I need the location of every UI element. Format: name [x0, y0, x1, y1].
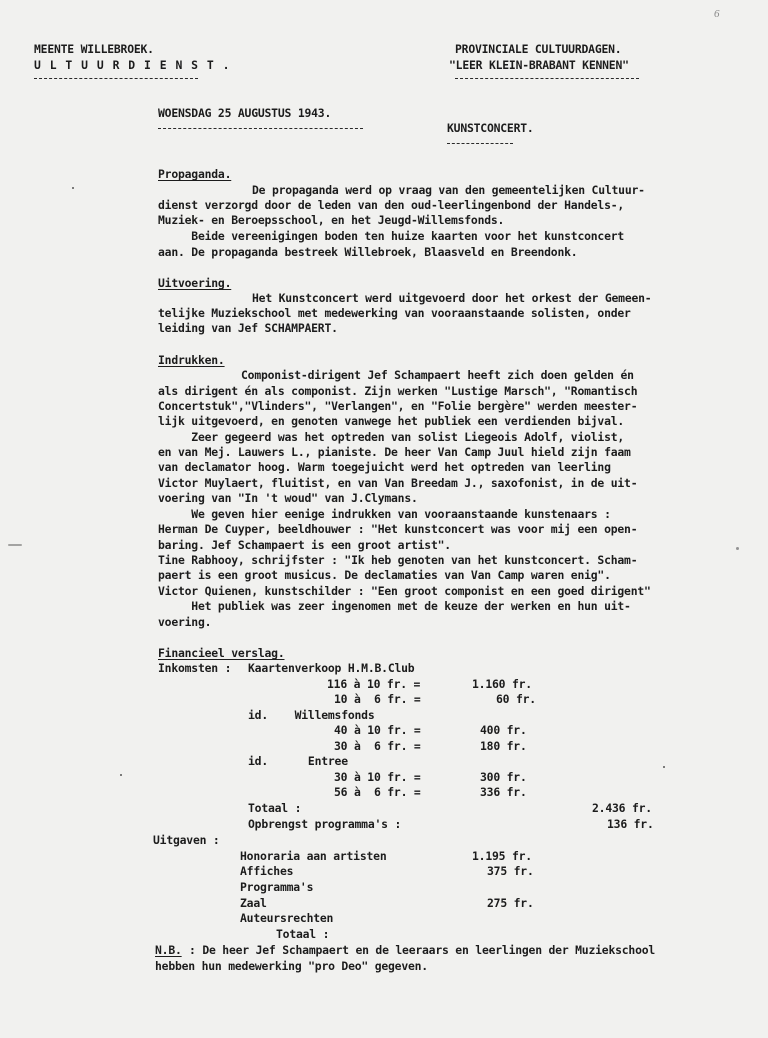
propaganda-line: Muziek- en Beroepsschool, en het Jeugd-Willemsfonds. [158, 213, 505, 227]
indrukken-line: Victor Muylaert, fluitist, en van Van Breedam J., saxofonist, in de uit- [158, 476, 638, 490]
scan-speck [72, 187, 74, 189]
scan-speck [663, 766, 665, 768]
income-amount: 1.160 fr. [472, 677, 532, 691]
indrukken-line: Concertstuk","Vlinders", "Verlangen", en "Folie bergère" werden meester- [158, 399, 638, 413]
income-group-label: id. Willemsfonds [248, 708, 375, 722]
income-calc: 30 à 6 fr. = [334, 739, 421, 753]
expense-amount: 275 fr. [487, 896, 534, 910]
indrukken-heading: Indrukken. [158, 353, 225, 367]
uitvoering-line: telijke Muziekschool met medewerking van vooraanstaande solisten, onder [158, 306, 631, 320]
income-total-value: 2.436 fr. [592, 801, 652, 815]
expenses-total-label: Totaal : [276, 927, 330, 941]
income-calc: 56 à 6 fr. = [334, 785, 421, 799]
income-amount: 400 fr. [480, 723, 527, 737]
income-total-label: Totaal : [248, 801, 302, 815]
date-line: WOENSDAG 25 AUGUSTUS 1943. [158, 106, 332, 120]
header-left-line2: U L T U U R D I E N S T . [34, 58, 231, 72]
indrukken-line: baring. Jef Schampaert is een groot artist". [158, 538, 451, 552]
header-right-rule [455, 78, 639, 79]
indrukken-line: lijk uitgevoerd, en genoten vanwege het publiek een verdienden bijval. [158, 414, 625, 428]
propaganda-heading: Propaganda. [158, 167, 232, 181]
expenses-label: Uitgaven : [153, 833, 220, 847]
note-line2: hebben hun medewerking "pro Deo" gegeven. [155, 959, 428, 973]
note-label: N.B. [155, 943, 182, 957]
header-right-line1: PROVINCIALE CULTUURDAGEN. [455, 42, 622, 56]
uitvoering-heading: Uitvoering. [158, 276, 232, 290]
uitvoering-line: Het Kunstconcert werd uitgevoerd door het orkest der Gemeen- [252, 291, 652, 305]
indrukken-line: Herman De Cuyper, beeldhouwer : "Het kunstconcert was voor mij een open- [158, 522, 638, 536]
income-group-label: Kaartenverkoop H.M.B.Club [248, 661, 415, 675]
income-calc: 30 à 10 fr. = [334, 770, 421, 784]
scan-speck [736, 547, 739, 550]
indrukken-line: paert is een groot musicus. De declamaties van Van Camp waren enig". [158, 568, 611, 582]
header-left-line1: MEENTE WILLEBROEK. [34, 42, 154, 56]
note-line1: : De heer Jef Schampaert en de leeraars en leerlingen der Muziekschool [189, 943, 656, 957]
scan-speck [8, 544, 22, 546]
indrukken-line: als dirigent én als componist. Zijn werken "Lustige Marsch", "Romantisch [158, 384, 638, 398]
indrukken-line: We geven hier eenige indrukken van vooraanstaande kunstenaars : [158, 507, 611, 521]
income-amount: 300 fr. [480, 770, 527, 784]
expense-amount: 1.195 fr. [472, 849, 532, 863]
expense-label: Honoraria aan artisten [240, 849, 387, 863]
income-calc: 40 à 10 fr. = [334, 723, 421, 737]
propaganda-line: Beide vereenigingen boden ten huize kaarten voor het kunstconcert [158, 229, 625, 243]
income-label: Inkomsten : [158, 661, 232, 675]
propaganda-line: dienst verzorgd door de leden van den oud-leerlingenbond der Handels-, [158, 198, 625, 212]
event-title-rule [447, 143, 513, 144]
indrukken-line: Zeer gegeerd was het optreden van solist Liegeois Adolf, violist, [158, 430, 625, 444]
expense-label: Affiches [240, 864, 294, 878]
expense-label: Auteursrechten [240, 911, 334, 925]
expense-label: Programma's [240, 880, 314, 894]
date-rule [158, 128, 363, 129]
uitvoering-line: leiding van Jef SCHAMPAERT. [158, 321, 338, 335]
indrukken-line: Het publiek was zeer ingenomen met de keuze der werken en hun uit- [158, 599, 631, 613]
income-calc: 10 à 6 fr. = [334, 692, 421, 706]
programme-label: Opbrengst programma's : [248, 817, 402, 831]
indrukken-line: Tine Rabhooy, schrijfster : "Ik heb genoten van het kunstconcert. Scham- [158, 553, 638, 567]
income-group-label: id. Entree [248, 754, 348, 768]
event-title: KUNSTCONCERT. [447, 121, 534, 135]
header-right-line2: "LEER KLEIN-BRABANT KENNEN" [449, 58, 629, 72]
income-amount: 180 fr. [480, 739, 527, 753]
indrukken-line: voering. [158, 615, 212, 629]
propaganda-line: De propaganda werd op vraag van den gemeentelijken Cultuur- [252, 183, 645, 197]
income-amount: 60 fr. [496, 692, 536, 706]
propaganda-line: aan. De propaganda bestreek Willebroek, Blaasveld en Breendonk. [158, 245, 578, 259]
header-left-rule [34, 78, 198, 79]
expense-label: Zaal [240, 896, 267, 910]
indrukken-line: en van Mej. Lauwers L., pianiste. De heer Van Camp Juul hield zijn faam [158, 445, 631, 459]
indrukken-line: voering van "In 't woud" van J.Clymans. [158, 491, 418, 505]
indrukken-line: Componist-dirigent Jef Schampaert heeft zich doen gelden én [241, 368, 634, 382]
indrukken-line: Victor Quienen, kunstschilder : "Een groot componist en een goed dirigent" [158, 584, 651, 598]
expense-amount: 375 fr. [487, 864, 534, 878]
income-amount: 336 fr. [480, 785, 527, 799]
income-calc: 116 à 10 fr. = [327, 677, 421, 691]
indrukken-line: van declamator hoog. Warm toegejuicht werd het optreden van leerling [158, 460, 611, 474]
financieel-heading: Financieel verslag. [158, 646, 285, 660]
programme-value: 136 fr. [607, 817, 654, 831]
scan-speck [120, 774, 122, 776]
page-number: 6 [714, 8, 720, 20]
